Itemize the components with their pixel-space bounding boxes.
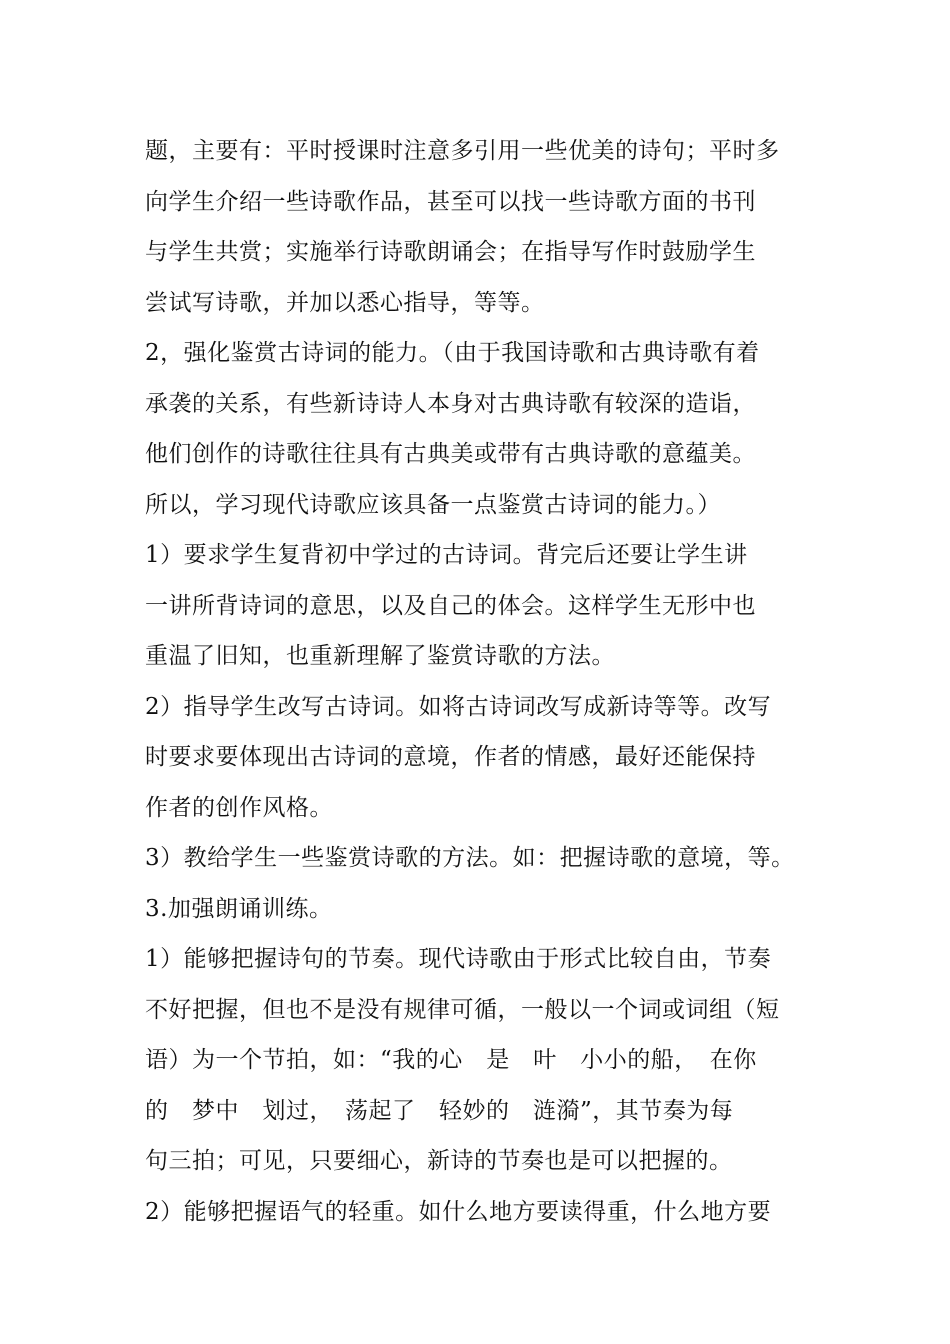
text-line: 2）指导学生改写古诗词。如将古诗词改写成新诗等等。改写 xyxy=(145,693,772,720)
text-line: 的 梦中 划过， 荡起了 轻妙的 涟漪”，其节奏为每 xyxy=(145,1097,734,1124)
text-line: 3）教给学生一些鉴赏诗歌的方法。如：把握诗歌的意境，等。 xyxy=(145,845,795,871)
text-line: 题，主要有：平时授课时注意多引用一些优美的诗句；平时多 xyxy=(145,138,780,164)
text-line: 时要求要体现出古诗词的意境，作者的情感，最好还能保持 xyxy=(145,744,756,770)
text-line: 句三拍；可见，只要细心，新诗的节奏也是可以把握的。 xyxy=(145,1148,733,1174)
text-line: 1）要求学生复背初中学过的古诗词。背完后还要让学生讲 xyxy=(145,542,748,568)
text-line: 尝试写诗歌，并加以悉心指导，等等。 xyxy=(145,289,545,316)
text-line: 他们创作的诗歌往往具有古典美或带有古典诗歌的意蕴美。 xyxy=(145,441,756,467)
text-line: 承袭的关系，有些新诗诗人本身对古典诗歌有较深的造诣， xyxy=(145,390,756,417)
text-line: 作者的创作风格。 xyxy=(145,794,333,821)
text-line: 2，强化鉴赏古诗词的能力。（由于我国诗歌和古典诗歌有着 xyxy=(145,340,760,366)
text-line: 一讲所背诗词的意思，以及自己的体会。这样学生无形中也 xyxy=(145,592,756,619)
body-text xyxy=(145,126,810,1237)
text-line: 重温了旧知，也重新理解了鉴赏诗歌的方法。 xyxy=(145,643,615,669)
text-line: 不好把握，但也不是没有规律可循，一般以一个词或词组（短 xyxy=(145,996,780,1023)
text-line: 与学生共赏；实施举行诗歌朗诵会；在指导写作时鼓励学生 xyxy=(145,239,756,265)
text-line: 1）能够把握诗句的节奏。现代诗歌由于形式比较自由，节奏 xyxy=(145,946,772,972)
text-line: 2）能够把握语气的轻重。如什么地方要读得重，什么地方要 xyxy=(145,1198,772,1225)
text-line: 向学生介绍一些诗歌作品，甚至可以找一些诗歌方面的书刊 xyxy=(145,188,756,215)
text-line: 语）为一个节拍，如：“我的心 是 叶 小小的船， 在你 xyxy=(145,1047,757,1073)
text-line: 3.加强朗诵训练。 xyxy=(145,895,333,922)
text-line: 所以，学习现代诗歌应该具备一点鉴赏古诗词的能力。） xyxy=(145,491,721,518)
